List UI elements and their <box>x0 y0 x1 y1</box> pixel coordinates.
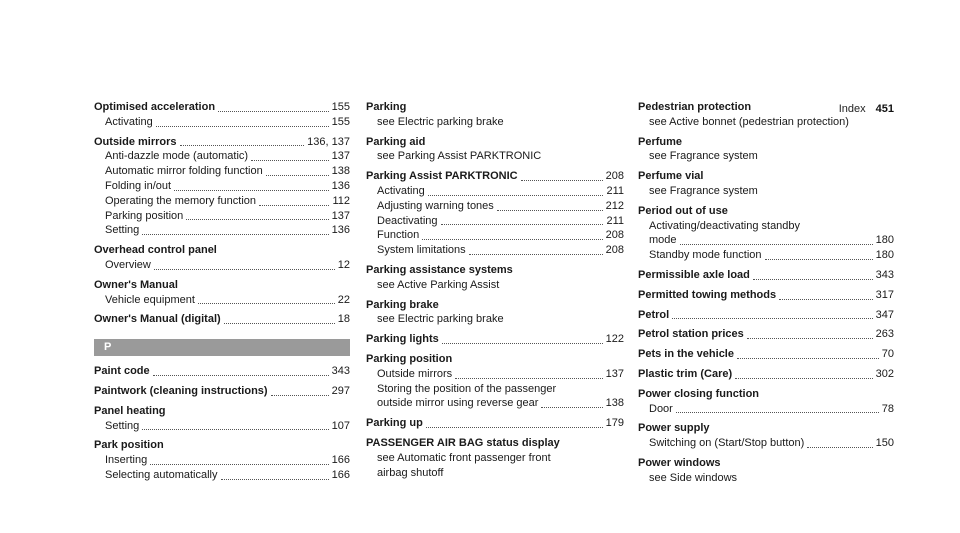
index-subentry <box>638 233 894 248</box>
index-term <box>366 416 624 431</box>
page-ref[interactable]: 343 <box>875 268 894 281</box>
dot-leader <box>150 463 328 465</box>
page-ref[interactable]: 18 <box>337 313 350 326</box>
dot-leader <box>441 223 604 225</box>
dot-leader <box>142 428 328 430</box>
page-ref[interactable]: 137 <box>331 150 350 163</box>
page-ref[interactable]: 150 <box>875 437 894 450</box>
index-subentry <box>94 223 350 238</box>
index-subentry <box>366 184 624 199</box>
index-term <box>94 404 350 419</box>
index-entry <box>94 384 350 399</box>
index-term-text: Parking <box>366 101 407 113</box>
index-subentry <box>638 248 894 263</box>
index-subentry <box>94 293 350 308</box>
dot-leader <box>541 406 602 408</box>
index-subentry-text: Switching on (Start/Stop button) <box>649 437 805 450</box>
index-subentry-text: Storing the position of the passenger <box>377 382 557 395</box>
index-subentry-text: Overview <box>105 258 151 271</box>
index-subentry <box>366 451 624 466</box>
index-subentry <box>366 228 624 243</box>
dot-leader <box>271 394 329 396</box>
page-ref[interactable]: 122 <box>605 333 624 346</box>
page-ref[interactable]: 208 <box>605 229 624 242</box>
page-ref[interactable]: 138 <box>605 397 624 410</box>
index-entry <box>638 421 894 451</box>
index-entry <box>638 347 894 362</box>
page-ref[interactable]: 137 <box>605 367 624 380</box>
index-entry <box>366 436 624 480</box>
section-header: P <box>94 339 350 356</box>
page-ref[interactable]: 155 <box>331 115 350 128</box>
index-term <box>94 384 350 399</box>
dot-leader <box>521 179 603 181</box>
dot-leader <box>676 411 879 413</box>
index-term-text: Perfume vial <box>638 170 704 183</box>
index-term-text: Parking brake <box>366 298 439 311</box>
page-ref[interactable]: 343 <box>331 365 350 378</box>
index-entry <box>94 438 350 482</box>
index-subentry <box>366 396 624 411</box>
index-term-text: Power windows <box>638 456 721 469</box>
dot-leader <box>680 243 873 245</box>
index-term-text: Parking Assist PARKTRONIC <box>366 170 518 183</box>
index-subentry-text: see Automatic front passenger front <box>377 451 551 464</box>
index-term-text: PASSENGER AIR BAG status display <box>366 436 560 449</box>
index-entry <box>94 312 350 327</box>
index-term-text: Permitted towing methods <box>638 288 777 301</box>
index-subentry <box>366 278 624 293</box>
index-subentry <box>366 199 624 214</box>
index-column-2 <box>366 100 624 485</box>
index-entry <box>94 278 350 308</box>
index-term-text: Plastic trim (Care) <box>638 367 733 380</box>
index-entry <box>94 135 350 239</box>
index-subentry <box>638 402 894 417</box>
index-entry <box>638 456 894 486</box>
index-entry <box>94 404 350 434</box>
index-subentry <box>638 149 894 164</box>
index-entry <box>366 263 624 293</box>
index-term <box>638 100 894 115</box>
index-entry <box>366 416 624 431</box>
page-ref[interactable]: 263 <box>875 328 894 341</box>
page-ref[interactable]: 22 <box>337 293 350 306</box>
index-entry <box>638 100 894 130</box>
index-entry <box>638 135 894 165</box>
index-subentry-text: airbag shutoff <box>377 466 444 479</box>
page-ref[interactable]: 136 <box>331 224 350 237</box>
index-term <box>366 263 624 278</box>
dot-leader <box>807 446 872 448</box>
index-subentry <box>366 312 624 327</box>
index-term-text: Paint code <box>94 365 150 378</box>
page-ref[interactable]: 78 <box>881 402 894 415</box>
index-term <box>366 135 624 150</box>
index-subentry-text: Vehicle equipment <box>105 293 195 306</box>
index-subentry <box>94 468 350 483</box>
page-ref[interactable]: 12 <box>337 258 350 271</box>
index-term <box>638 288 894 303</box>
index-subentry-text: Function <box>377 229 420 242</box>
index-term-text: Parking position <box>366 352 453 365</box>
index-term-text: Parking up <box>366 417 423 430</box>
index-subentry-text: Standby mode function <box>649 249 762 262</box>
index-term <box>94 100 350 115</box>
index-subentry-text: Inserting <box>105 454 148 467</box>
index-subentry-text: Door <box>649 402 673 415</box>
index-term-text: Owner's Manual <box>94 278 178 291</box>
index-entry <box>366 100 624 130</box>
index-entry <box>638 367 894 382</box>
dot-leader <box>735 377 872 379</box>
index-subentry-text: Anti-dazzle mode (automatic) <box>105 150 249 163</box>
index-subentry <box>94 164 350 179</box>
page-ref[interactable]: 212 <box>605 199 624 212</box>
index-subentry-text: see Side windows <box>649 471 738 484</box>
page-ref[interactable]: 136 <box>331 179 350 192</box>
dot-leader <box>753 278 873 280</box>
index-term <box>638 456 894 471</box>
page-ref[interactable]: 137 <box>331 209 350 222</box>
index-subentry-text: Operating the memory function <box>105 194 257 207</box>
page-ref[interactable]: 211 <box>606 184 624 197</box>
index-subentry <box>366 115 624 130</box>
index-entry <box>638 387 894 417</box>
index-entry <box>366 298 624 328</box>
index-subentry-text: Deactivating <box>377 214 438 227</box>
page-ref[interactable]: 70 <box>881 348 894 361</box>
dot-leader <box>218 110 329 112</box>
index-term <box>638 169 894 184</box>
page-number: 451 <box>875 103 894 115</box>
index-column-1 <box>94 100 350 488</box>
index-subentry-text: Outside mirrors <box>377 367 453 380</box>
index-subentry-text: Parking position <box>105 209 184 222</box>
index-subentry-text: see Electric parking brake <box>377 313 504 326</box>
index-term-text: Power supply <box>638 422 710 435</box>
dot-leader <box>251 159 329 161</box>
index-term <box>94 364 350 379</box>
index-subentry-text: see Active Parking Assist <box>377 278 500 291</box>
index-entry <box>638 288 894 303</box>
index-term-text: Parking assistance systems <box>366 263 513 276</box>
page-ref[interactable]: 179 <box>605 417 624 430</box>
index-subentry <box>638 471 894 486</box>
dot-leader <box>765 258 873 260</box>
index-entry <box>366 169 624 258</box>
index-term <box>638 308 894 323</box>
index-subentry-text: Activating/deactivating standby <box>649 219 801 232</box>
index-term-text: Permissible axle load <box>638 268 750 281</box>
index-subentry-text: Setting <box>105 224 140 237</box>
index-subentry <box>638 219 894 234</box>
index-term-text: Overhead control panel <box>94 244 217 257</box>
index-term-text: Petrol <box>638 308 670 321</box>
index-subentry-text: Automatic mirror folding function <box>105 165 263 178</box>
page-ref[interactable]: 180 <box>875 249 894 262</box>
page-ref[interactable]: 138 <box>331 165 350 178</box>
index-entry <box>638 169 894 199</box>
dot-leader <box>737 357 879 359</box>
index-term-text: Outside mirrors <box>94 135 177 148</box>
index-term-text: Parking aid <box>366 135 426 148</box>
index-subentry-text: System limitations <box>377 244 466 257</box>
dot-leader <box>154 268 335 270</box>
index-term <box>638 387 894 402</box>
dot-leader <box>422 238 602 240</box>
page-ref[interactable]: 180 <box>875 234 894 247</box>
dot-leader <box>174 189 329 191</box>
index-subentry <box>638 115 894 130</box>
dot-leader <box>469 253 603 255</box>
index-subentry <box>366 243 624 258</box>
index-term-text: Panel heating <box>94 404 166 417</box>
dot-leader <box>672 317 872 319</box>
index-term-text: Pedestrian protection <box>638 101 752 113</box>
index-term-text: Power closing function <box>638 387 760 400</box>
page-ref[interactable]: 297 <box>331 384 350 397</box>
index-entry <box>94 100 350 130</box>
dot-leader <box>198 302 335 304</box>
dot-leader <box>266 174 329 176</box>
index-subentry <box>366 149 624 164</box>
index-subentry <box>638 436 894 451</box>
index-entry <box>638 327 894 342</box>
index-subentry <box>94 149 350 164</box>
index-subentry <box>94 258 350 273</box>
index-term-text: Perfume <box>638 135 683 148</box>
page-ref[interactable]: 347 <box>875 308 894 321</box>
index-term <box>366 436 624 451</box>
index-entry <box>638 308 894 323</box>
index-subentry <box>366 367 624 382</box>
index-subentry-text: Selecting automatically <box>105 468 218 481</box>
index-subentry <box>366 382 624 397</box>
index-subentry-text: see Active bonnet (pedestrian protection) <box>649 115 849 128</box>
index-subentry-text: mode <box>649 234 677 247</box>
dot-leader <box>221 478 329 480</box>
index-entry <box>94 243 350 273</box>
index-term <box>366 298 624 313</box>
dot-leader <box>497 209 603 211</box>
page-ref[interactable]: 302 <box>875 367 894 380</box>
page-ref[interactable]: 211 <box>606 214 624 227</box>
index-term <box>366 352 624 367</box>
index-subentry-text: Adjusting warning tones <box>377 199 494 212</box>
index-subentry <box>94 419 350 434</box>
index-term <box>638 347 894 362</box>
dot-leader <box>156 125 329 127</box>
index-subentry-text: Activating <box>105 115 153 128</box>
dot-leader <box>428 194 604 196</box>
index-term <box>94 278 350 293</box>
index-term-text: Pets in the vehicle <box>638 348 734 361</box>
index-subentry <box>94 209 350 224</box>
page-ref[interactable]: 208 <box>605 244 624 257</box>
index-subentry <box>94 115 350 130</box>
index-term <box>638 327 894 342</box>
index-entry <box>638 268 894 283</box>
page-ref[interactable]: 107 <box>331 419 350 432</box>
page-ref[interactable]: 155 <box>331 101 350 113</box>
page-ref[interactable]: 136, 137 <box>307 135 350 148</box>
index-subentry-text: see Fragrance system <box>649 184 758 197</box>
dot-leader <box>779 298 873 300</box>
index-term-text: Optimised acceleration <box>94 101 216 113</box>
index-term-text: Paintwork (cleaning instructions) <box>94 384 268 397</box>
index-term <box>638 204 894 219</box>
index-entry <box>366 135 624 165</box>
page-ref[interactable]: 166 <box>331 468 350 481</box>
dot-leader <box>224 322 335 324</box>
index-term <box>638 268 894 283</box>
dot-leader <box>259 204 329 206</box>
page-ref[interactable]: 317 <box>875 288 894 301</box>
index-entry <box>94 364 350 379</box>
index-term <box>94 243 350 258</box>
index-term <box>94 312 350 327</box>
page-ref[interactable]: 166 <box>331 454 350 467</box>
index-term <box>366 332 624 347</box>
index-entry <box>366 332 624 347</box>
index-term <box>366 100 624 115</box>
index-term <box>94 135 350 150</box>
dot-leader <box>180 144 305 146</box>
index-entry <box>366 352 624 411</box>
dot-leader <box>442 342 603 344</box>
dot-leader <box>455 377 602 379</box>
index-subentry-text: outside mirror using reverse gear <box>377 397 539 410</box>
dot-leader <box>747 337 873 339</box>
index-term <box>638 135 894 150</box>
index-entry <box>638 204 894 263</box>
index-subentry-text: Folding in/out <box>105 179 172 192</box>
index-subentry-text: see Parking Assist PARKTRONIC <box>377 150 542 163</box>
index-subentry <box>366 214 624 229</box>
index-subentry-text: Activating <box>377 184 425 197</box>
index-term-text: Parking lights <box>366 333 439 346</box>
dot-leader <box>153 374 329 376</box>
index-subentry-text: Setting <box>105 419 140 432</box>
dot-leader <box>186 218 328 220</box>
page-ref[interactable]: 112 <box>332 194 350 207</box>
index-label: Index <box>838 103 866 115</box>
index-term-text: Owner's Manual (digital) <box>94 313 221 326</box>
index-term-text: Petrol station prices <box>638 328 744 341</box>
index-column-3 <box>638 100 894 491</box>
index-term-text: Period out of use <box>638 204 728 217</box>
index-subentry <box>366 466 624 481</box>
index-subentry <box>94 179 350 194</box>
index-term-text: Park position <box>94 439 164 452</box>
index-term <box>366 169 624 184</box>
index-subentry-text: see Electric parking brake <box>377 115 504 128</box>
index-subentry <box>94 453 350 468</box>
index-subentry-text: see Fragrance system <box>649 150 758 163</box>
index-term <box>638 367 894 382</box>
index-term <box>94 438 350 453</box>
dot-leader <box>142 233 328 235</box>
index-term <box>638 421 894 436</box>
index-subentry <box>94 194 350 209</box>
dot-leader <box>426 426 603 428</box>
page-ref[interactable]: 208 <box>605 170 624 183</box>
index-subentry <box>638 184 894 199</box>
